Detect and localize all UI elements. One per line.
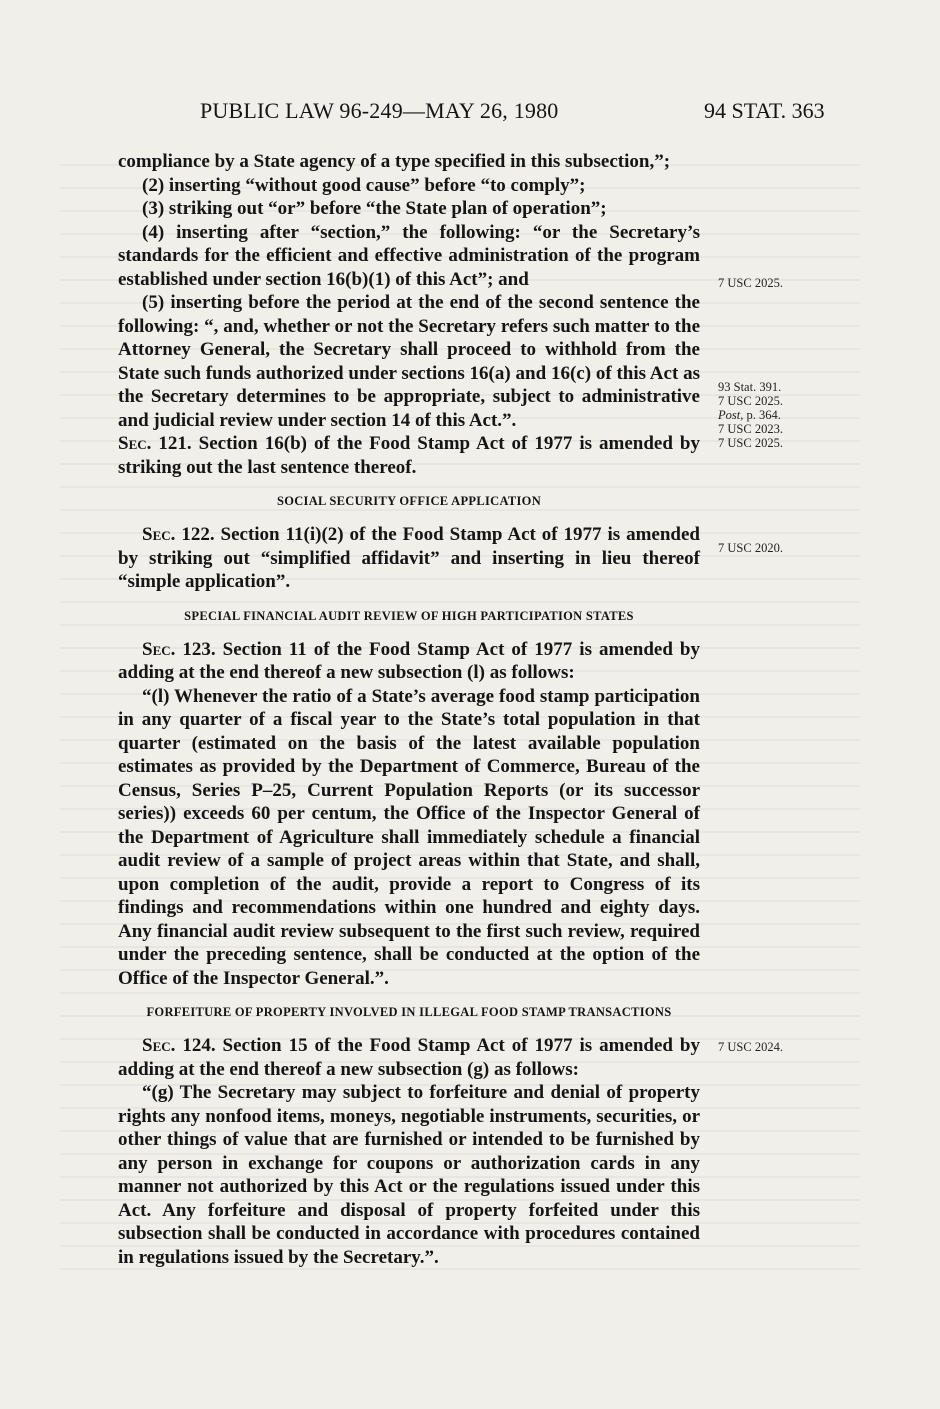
section-121-label: Sec. 121. [118,433,192,454]
section-123-text: Section 11 of the Food Stamp Act of 1977 is amended by adding at the end thereof a new subsection (l) as follows: [118,638,700,683]
margin-note-2a: 93 Stat. 391. [718,380,782,394]
body-text [118,150,700,1269]
margin-note-2b: 7 USC 2025. [718,394,783,408]
margin-note-2c-rest: p. 364. [743,408,781,422]
margin-note-2e: 7 USC 2025. [718,436,783,450]
margin-note-4: 7 USC 2024. [718,1040,783,1054]
paragraph-item-4: (4) inserting after “section,” the following: “or the Secretary’s standards for the efficient and effective administration of the program established under section 16(b)(1) of this Act”; and [118,221,700,290]
paragraph-continuation: compliance by a State agency of a type specified in this subsection,”; [118,151,671,172]
section-121 [118,432,700,479]
section-122 [118,523,700,594]
section-124-label: Sec. 124. [142,1035,216,1056]
paragraph-item-3: (3) striking out “or” before “the State plan of operation”; [142,198,607,219]
section-123 [118,638,700,685]
section-124-text: Section 15 of the Food Stamp Act of 1977 is amended by adding at the end thereof a new subsection (g) as follows: [118,1035,700,1080]
heading-special-audit: SPECIAL FINANCIAL AUDIT REVIEW OF HIGH PARTICIPATION STATES [184,608,634,623]
section-124-quote: “(g) The Secretary may subject to forfeiture and denial of property rights any nonfood items, moneys, negotiable instruments, securities, or other things of value that are furnished or intended to be furnished by any person in exchange for coupons or authorization cards in any manner not authorized by this Act or the regulations issued under this Act. Any forfeiture and disposal of property forfeited under this subsection shall be conducted in accordance with procedures contained in regulations issued by the Secretary.”. [118,1082,700,1268]
margin-note-3: 7 USC 2020. [718,541,783,555]
section-123-label: Sec. 123. [142,638,216,660]
margin-note-2d: 7 USC 2023. [718,422,783,436]
section-124 [118,1034,700,1081]
running-head-stat-page: 94 STAT. 363 [704,98,825,123]
heading-social-security: SOCIAL SECURITY OFFICE APPLICATION [276,494,542,508]
margin-note-1: 7 USC 2025. [718,276,783,290]
paragraph-item-5: (5) inserting before the period at the end of the second sentence the following: “, and, whether or not the Secretary refers such matter to the Attorney General, the Secretary shall proceed to withhold from the State such funds authorized under sections 16(a) and 16(c) of this Act as the Secretary determines to be appropriate, subject to administrative and judicial review under section 14 of this Act.”. [118,292,700,431]
section-122-label: Sec. 122. [142,524,215,545]
margin-note-2c-italic: Post, [718,408,744,422]
section-123-quote: “(l) Whenever the ratio of a State’s average food stamp participation in any quarter of a fiscal year to the State’s total population in that quarter (estimated on the basis of the latest available population estimates as provided by the Department of Commerce, Bureau of the Census, Series P–25, Current Population Reports (or its successor series)) exceeds 60 per centum, the Office of the Inspector General of the Department of Agriculture shall immediately schedule a financial audit review of a sample of project areas within that State, and shall, upon completion of the audit, provide a report to Congress of its findings and recommendations within one hundred and eighty days. Any financial audit review subsequent to the first such review, required under the preceding sentence, shall be conducted at the option of the Office of the Inspector General.”. [118,685,700,989]
section-121-text: Section 16(b) of the Food Stamp Act of 1977 is amended by striking out the last sentence thereof. [118,433,700,478]
section-122-text: Section 11(i)(2) of the Food Stamp Act of 1977 is amended by striking out “simplified affidavit” and inserting in lieu thereof “simple application”. [118,524,700,592]
margin-note-group-2 [718,380,783,450]
paragraph-item-2: (2) inserting “without good cause” before “to comply”; [142,174,586,196]
margin-note-2c [718,408,783,422]
running-head-title: PUBLIC LAW 96-249—MAY 26, 1980 [200,98,559,123]
heading-forfeiture: FORFEITURE OF PROPERTY INVOLVED IN ILLEGAL FOOD STAMP TRANSACTIONS [146,1005,672,1019]
